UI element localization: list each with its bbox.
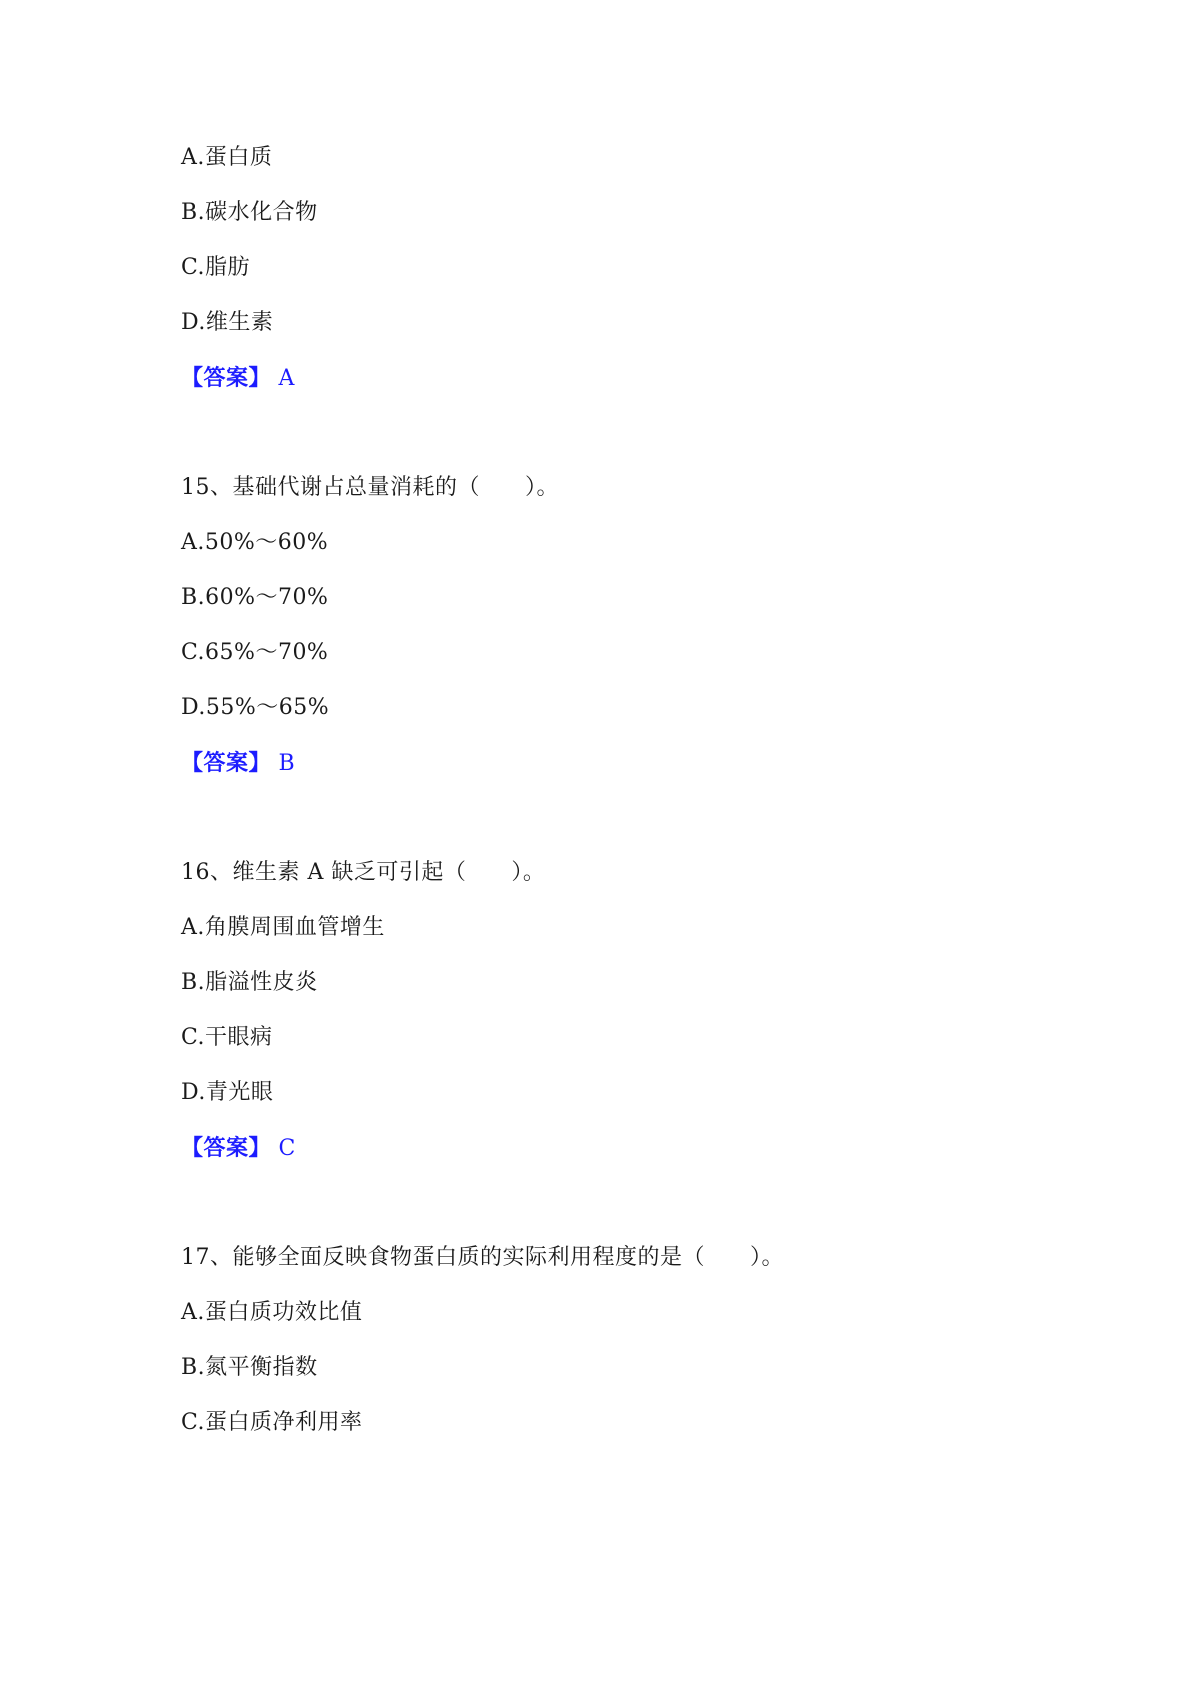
q16-option-d: D.青光眼	[181, 1080, 274, 1105]
q14-answer-label: 【答案】	[181, 365, 272, 391]
q14-option-b: B.碳水化合物	[181, 200, 318, 225]
q14-answer-value: A	[278, 366, 295, 391]
q16-option-c: C.干眼病	[181, 1025, 273, 1050]
q17-option-b: B.氮平衡指数	[181, 1355, 318, 1380]
q14-option-c: C.脂肪	[181, 255, 251, 280]
q16-answer-value: C	[278, 1136, 296, 1161]
q15-answer	[181, 748, 295, 779]
q15-answer-value: B	[278, 751, 296, 776]
q16-option-a: A.角膜周围血管增生	[181, 915, 385, 940]
q15-option-d: D.55%～65%	[181, 695, 330, 720]
q16-option-b: B.脂溢性皮炎	[181, 970, 318, 995]
q15-answer-label: 【答案】	[181, 750, 272, 776]
q17-question: 17、能够全面反映食物蛋白质的实际利用程度的是（ ）。	[181, 1245, 784, 1270]
q15-option-b: B.60%～70%	[181, 585, 329, 610]
q15-option-a: A.50%～60%	[181, 530, 329, 555]
q16-answer	[181, 1133, 296, 1164]
q15-option-c: C.65%～70%	[181, 640, 329, 665]
q15-question: 15、基础代谢占总量消耗的（ ）。	[181, 475, 559, 500]
q14-option-d: D.维生素	[181, 310, 274, 335]
q17-option-a: A.蛋白质功效比值	[181, 1300, 363, 1325]
q17-option-c: C.蛋白质净利用率	[181, 1410, 363, 1435]
q16-answer-label: 【答案】	[181, 1135, 272, 1161]
q14-option-a: A.蛋白质	[181, 145, 273, 170]
q14-answer	[181, 363, 295, 394]
q16-question: 16、维生素 A 缺乏可引起（ ）。	[181, 860, 546, 885]
